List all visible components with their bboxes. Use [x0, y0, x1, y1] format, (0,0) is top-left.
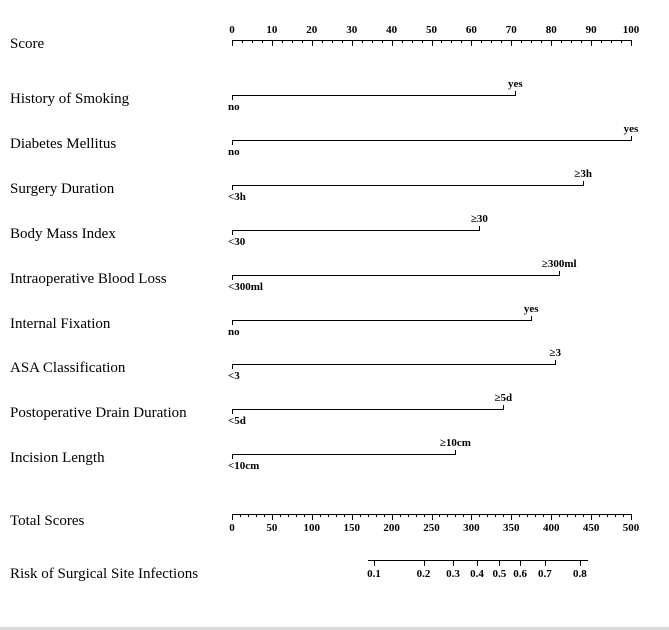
total-axis-minor-tick: [264, 514, 265, 517]
score-axis-minor-tick: [601, 40, 602, 43]
var-low-label-4: <300ml: [228, 281, 263, 293]
var-start-tick-8: [232, 454, 233, 459]
total-axis-minor-tick: [400, 514, 401, 517]
total-axis-minor-tick: [376, 514, 377, 517]
score-axis-tick: [272, 40, 273, 46]
row-label-var-4: Intraoperative Blood Loss: [10, 270, 167, 287]
total-axis-tick: [591, 514, 592, 520]
total-axis-minor-tick: [424, 514, 425, 517]
total-axis-tick-label: 0: [229, 522, 235, 534]
var-low-label-2: <3h: [228, 191, 246, 203]
row-label-var-6: ASA Classification: [10, 359, 126, 376]
score-axis-tick: [551, 40, 552, 46]
total-axis-tick: [392, 514, 393, 520]
total-axis-minor-tick: [607, 514, 608, 517]
var-end-tick-4: [559, 271, 560, 276]
score-axis-minor-tick: [372, 40, 373, 43]
total-axis-tick-label: 100: [303, 522, 321, 534]
var-start-tick-0: [232, 95, 233, 100]
risk-tick-6: [545, 560, 546, 566]
score-axis-tick: [631, 40, 632, 46]
row-label-var-2: Surgery Duration: [10, 180, 115, 197]
score-axis-minor-tick: [571, 40, 572, 43]
score-axis-tick: [471, 40, 472, 46]
var-line-2: [232, 185, 583, 186]
var-line-5: [232, 320, 531, 321]
score-axis-tick: [392, 40, 393, 46]
row-label-var-7: Postoperative Drain Duration: [10, 404, 187, 421]
var-low-label-3: <30: [228, 236, 246, 248]
row-label-var-3: Body Mass Index: [10, 225, 116, 242]
score-axis-tick-label: 30: [346, 24, 358, 36]
score-axis-minor-tick: [362, 40, 363, 43]
total-axis-minor-tick: [360, 514, 361, 517]
total-axis-tick: [511, 514, 512, 520]
var-end-tick-6: [555, 360, 556, 365]
score-axis-minor-tick: [441, 40, 442, 43]
score-axis-minor-tick: [611, 40, 612, 43]
risk-tick-label-0: 0.1: [367, 568, 381, 580]
row-label-var-8: Incision Length: [10, 449, 105, 466]
total-axis-minor-tick: [503, 514, 504, 517]
total-axis-minor-tick: [296, 514, 297, 517]
total-axis-minor-tick: [495, 514, 496, 517]
total-axis-minor-tick: [368, 514, 369, 517]
total-axis-tick-label: 500: [622, 522, 640, 534]
risk-tick-label-4: 0.5: [492, 568, 507, 580]
risk-tick-label-3: 0.4: [470, 568, 484, 580]
total-axis-minor-tick: [288, 514, 289, 517]
var-end-tick-7: [503, 405, 504, 410]
score-axis-tick-label: 20: [306, 24, 318, 36]
var-high-label-7: ≥5d: [494, 392, 513, 404]
row-label-total: Total Scores: [10, 512, 85, 529]
var-start-tick-5: [232, 320, 233, 325]
total-axis-tick: [352, 514, 353, 520]
score-axis-tick-label: 100: [622, 24, 640, 36]
score-axis-tick: [432, 40, 433, 46]
total-axis-minor-tick: [527, 514, 528, 517]
row-label-var-5: Internal Fixation: [10, 315, 111, 332]
score-axis-minor-tick: [461, 40, 462, 43]
var-low-label-6: <3: [228, 370, 240, 382]
var-end-tick-8: [455, 450, 456, 455]
var-line-8: [232, 454, 455, 455]
total-axis-minor-tick: [256, 514, 257, 517]
var-end-tick-5: [531, 316, 532, 321]
score-axis-minor-tick: [412, 40, 413, 43]
total-axis-tick: [312, 514, 313, 520]
total-axis-tick: [631, 514, 632, 520]
score-axis-minor-tick: [262, 40, 263, 43]
risk-tick-label-1: 0.2: [416, 568, 431, 580]
total-axis-minor-tick: [623, 514, 624, 517]
risk-tick-label-7: 0.8: [573, 568, 587, 580]
total-axis-tick: [471, 514, 472, 520]
score-axis-tick: [312, 40, 313, 46]
total-axis-minor-tick: [567, 514, 568, 517]
score-axis-minor-tick: [481, 40, 482, 43]
var-low-label-5: no: [228, 326, 240, 338]
total-axis-minor-tick: [487, 514, 488, 517]
score-axis-minor-tick: [402, 40, 403, 43]
score-axis-tick-label: 90: [585, 24, 597, 36]
total-axis-minor-tick: [336, 514, 337, 517]
score-axis-tick-label: 80: [545, 24, 557, 36]
score-axis-tick: [232, 40, 233, 46]
var-low-label-0: no: [228, 101, 240, 113]
var-low-label-8: <10cm: [228, 460, 260, 472]
var-high-label-5: yes: [523, 303, 539, 315]
score-axis-tick-label: 40: [386, 24, 398, 36]
total-axis-minor-tick: [447, 514, 448, 517]
risk-tick-1: [424, 560, 425, 566]
risk-tick-label-5: 0.6: [513, 568, 527, 580]
score-axis-minor-tick: [382, 40, 383, 43]
score-axis-minor-tick: [581, 40, 582, 43]
total-axis-tick: [272, 514, 273, 520]
var-low-label-7: <5d: [228, 415, 246, 427]
row-label-var-1: Diabetes Mellitus: [10, 135, 117, 152]
total-axis-tick: [232, 514, 233, 520]
total-axis-minor-tick: [543, 514, 544, 517]
row-label-score: Score: [10, 35, 45, 52]
total-axis-minor-tick: [384, 514, 385, 517]
risk-tick-2: [453, 560, 454, 566]
total-axis-tick: [432, 514, 433, 520]
total-axis-minor-tick: [344, 514, 345, 517]
var-line-3: [232, 230, 479, 231]
var-line-0: [232, 95, 515, 96]
total-axis-minor-tick: [416, 514, 417, 517]
var-start-tick-6: [232, 364, 233, 369]
var-end-tick-2: [583, 181, 584, 186]
score-axis-minor-tick: [342, 40, 343, 43]
total-axis-minor-tick: [304, 514, 305, 517]
total-axis-tick-label: 50: [266, 522, 278, 534]
var-high-label-0: yes: [507, 78, 523, 90]
total-axis-minor-tick: [280, 514, 281, 517]
total-axis-tick-label: 200: [383, 522, 400, 534]
total-axis-minor-tick: [455, 514, 456, 517]
var-end-tick-3: [479, 226, 480, 231]
score-axis-minor-tick: [332, 40, 333, 43]
score-axis-minor-tick: [422, 40, 423, 43]
score-axis-tick-label: 60: [465, 24, 477, 36]
var-start-tick-2: [232, 185, 233, 190]
score-axis-minor-tick: [501, 40, 502, 43]
var-line-4: [232, 275, 559, 276]
var-start-tick-7: [232, 409, 233, 414]
total-axis-minor-tick: [535, 514, 536, 517]
var-line-1: [232, 140, 631, 141]
total-axis-minor-tick: [463, 514, 464, 517]
var-high-label-1: yes: [623, 123, 639, 135]
var-high-label-3: ≥30: [470, 213, 488, 225]
score-axis-minor-tick: [292, 40, 293, 43]
score-axis-minor-tick: [252, 40, 253, 43]
var-end-tick-1: [631, 136, 632, 141]
total-axis-tick: [551, 514, 552, 520]
total-axis-minor-tick: [320, 514, 321, 517]
score-axis-minor-tick: [302, 40, 303, 43]
var-line-7: [232, 409, 503, 410]
total-axis-tick-label: 350: [503, 522, 520, 534]
score-axis-minor-tick: [322, 40, 323, 43]
row-label-var-0: History of Smoking: [10, 90, 130, 107]
score-axis-tick-label: 0: [229, 24, 235, 36]
var-low-label-1: no: [228, 146, 240, 158]
total-axis-tick-label: 250: [423, 522, 440, 534]
score-axis-minor-tick: [282, 40, 283, 43]
total-axis-minor-tick: [408, 514, 409, 517]
var-start-tick-4: [232, 275, 233, 280]
risk-tick-3: [477, 560, 478, 566]
total-axis-minor-tick: [599, 514, 600, 517]
score-axis-minor-tick: [541, 40, 542, 43]
total-axis-minor-tick: [519, 514, 520, 517]
score-axis-minor-tick: [531, 40, 532, 43]
score-axis-tick: [511, 40, 512, 46]
var-end-tick-0: [515, 91, 516, 96]
var-start-tick-1: [232, 140, 233, 145]
risk-tick-0: [374, 560, 375, 566]
score-axis-tick-label: 70: [505, 24, 517, 36]
total-axis-tick-label: 150: [343, 522, 360, 534]
score-axis-tick: [352, 40, 353, 46]
risk-tick-label-2: 0.3: [446, 568, 460, 580]
var-start-tick-3: [232, 230, 233, 235]
total-axis-minor-tick: [248, 514, 249, 517]
score-axis-minor-tick: [521, 40, 522, 43]
score-axis-minor-tick: [561, 40, 562, 43]
var-high-label-4: ≥300ml: [541, 258, 577, 270]
var-high-label-8: ≥10cm: [439, 437, 471, 449]
total-axis-minor-tick: [615, 514, 616, 517]
score-axis-minor-tick: [621, 40, 622, 43]
row-label-risk: Risk of Surgical Site Infections: [10, 565, 199, 582]
total-axis-minor-tick: [479, 514, 480, 517]
score-axis-minor-tick: [451, 40, 452, 43]
risk-tick-7: [580, 560, 581, 566]
total-axis-minor-tick: [583, 514, 584, 517]
var-high-label-6: ≥3: [549, 347, 561, 359]
risk-tick-4: [499, 560, 500, 566]
var-high-label-2: ≥3h: [574, 168, 592, 180]
total-axis-tick-label: 450: [582, 522, 600, 534]
total-axis-minor-tick: [328, 514, 329, 517]
total-axis-tick-label: 400: [542, 522, 560, 534]
total-axis-minor-tick: [575, 514, 576, 517]
total-axis-minor-tick: [559, 514, 560, 517]
score-axis-tick: [591, 40, 592, 46]
score-axis-minor-tick: [491, 40, 492, 43]
score-axis-tick-label: 50: [426, 24, 437, 36]
total-axis-minor-tick: [439, 514, 440, 517]
risk-tick-label-6: 0.7: [537, 568, 552, 580]
total-axis-tick-label: 300: [463, 522, 480, 534]
score-axis-tick-label: 10: [266, 24, 278, 36]
var-line-6: [232, 364, 555, 365]
score-axis-minor-tick: [242, 40, 243, 43]
total-axis-minor-tick: [240, 514, 241, 517]
risk-tick-5: [520, 560, 521, 566]
